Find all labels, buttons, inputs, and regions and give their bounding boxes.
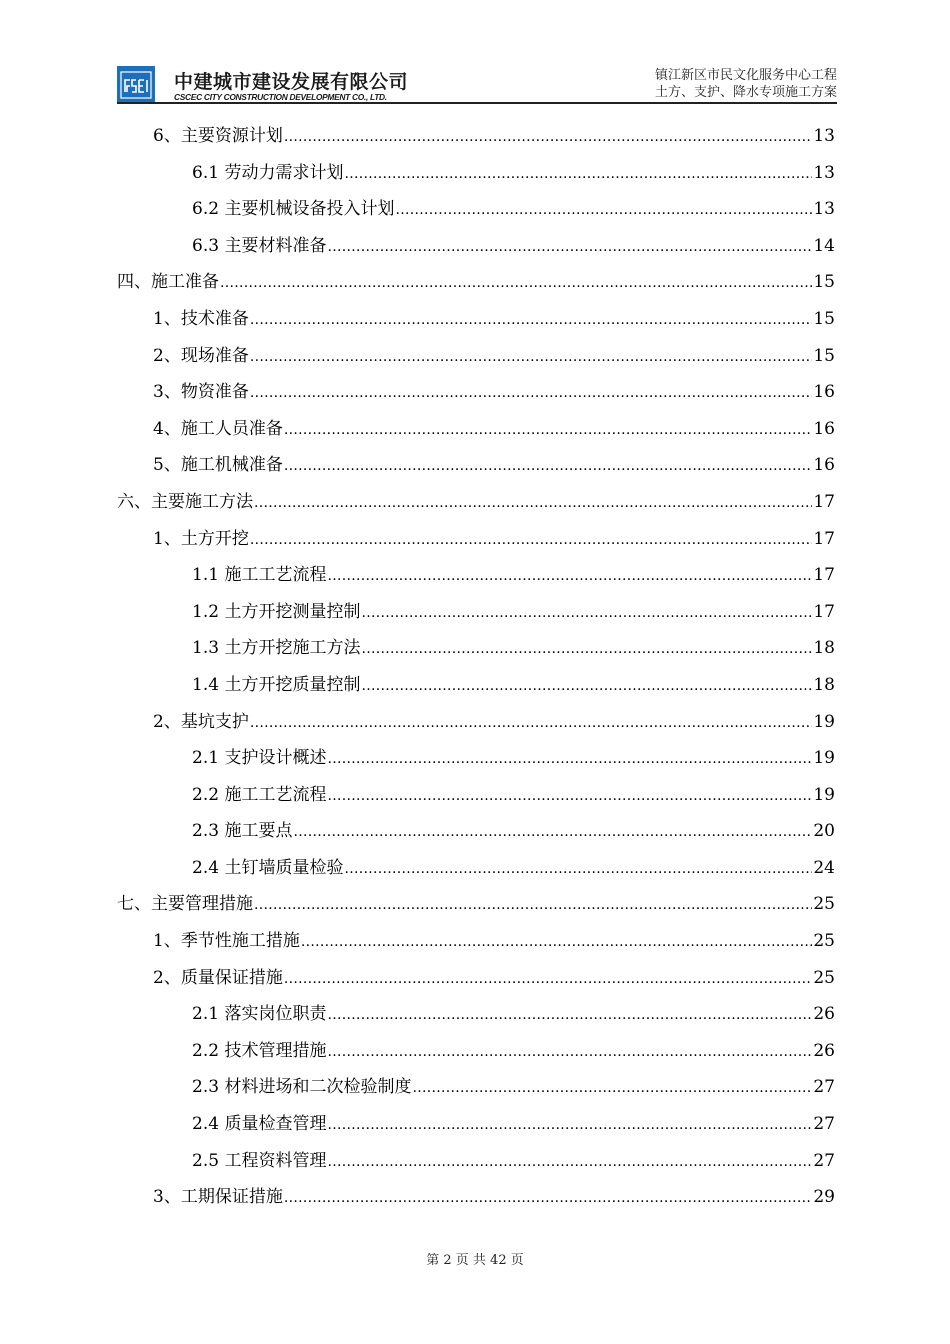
toc-dot-leader [412,1077,812,1097]
toc-entry-title: 1、土方开挖 [153,528,249,549]
toc-entry[interactable] [117,707,835,744]
toc-dot-leader [284,968,813,988]
toc-dot-leader [327,236,812,256]
toc-entry-page-number: 16 [813,418,835,439]
toc-entry-page-number: 13 [813,199,835,220]
toc-dot-leader [361,675,812,695]
toc-entry[interactable] [117,1146,835,1183]
toc-dot-leader [284,419,813,439]
toc-entry-page-number: 17 [813,491,835,512]
toc-entry[interactable] [117,450,835,487]
toc-entry[interactable] [117,414,835,451]
toc-entry[interactable] [117,121,835,158]
toc-entry[interactable] [117,487,835,524]
toc-entry-page-number: 25 [813,894,835,915]
toc-dot-leader [254,492,812,512]
page-footer: 第 2 页 共 42 页 [426,1253,524,1268]
toc-entry-title: 6、主要资源计划 [153,126,283,146]
toc-entry[interactable] [117,963,835,1000]
toc-entry-title: 6.3 主要材料准备 [192,235,327,256]
toc-entry-page-number: 15 [813,308,835,329]
toc-dot-leader [327,1151,812,1171]
toc-entry-page-number: 25 [813,931,835,952]
page-header [117,62,837,106]
toc-entry[interactable] [117,304,835,341]
toc-entry[interactable] [117,780,835,817]
toc-entry-title: 1、季节性施工措施 [153,931,300,952]
toc-entry-page-number: 13 [813,162,835,183]
toc-dot-leader [250,382,813,402]
toc-entry-title: 2.1 支护设计概述 [192,748,327,769]
toc-dot-leader [327,785,812,805]
toc-entry[interactable] [117,597,835,634]
toc-entry-page-number: 24 [813,857,835,878]
toc-dot-leader [250,309,813,329]
toc-entry-page-number: 27 [813,1150,835,1171]
toc-entry[interactable] [117,231,835,268]
toc-entry-title: 6.1 劳动力需求计划 [192,162,344,183]
toc-dot-leader [284,1187,813,1207]
toc-entry[interactable] [117,743,835,780]
toc-entry-page-number: 14 [813,235,835,256]
toc-entry-page-number: 17 [813,528,835,549]
toc-entry-title: 2、现场准备 [153,345,249,366]
toc-entry[interactable] [117,1182,835,1219]
toc-entry[interactable] [117,560,835,597]
header-divider [117,102,837,104]
toc-entry[interactable] [117,1072,835,1109]
toc-entry-page-number: 27 [813,1114,835,1135]
project-title-line1: 镇江新区市民文化服务中心工程 [654,68,837,83]
table-of-contents [117,121,835,1219]
project-title [655,67,837,101]
toc-entry-title: 1.3 土方开挖施工方法 [192,638,361,659]
toc-dot-leader [361,638,812,658]
company-name-en: CSCEC CITY CONSTRUCTION DEVELOPMENT CO., LTD. [174,92,387,102]
toc-entry-title: 1.1 施工工艺流程 [192,565,327,586]
toc-entry[interactable] [117,853,835,890]
toc-dot-leader [301,931,813,951]
toc-dot-leader [220,272,812,292]
toc-entry-page-number: 16 [813,455,835,476]
toc-entry-title: 1、技术准备 [153,308,249,329]
toc-entry-page-number: 17 [813,601,835,622]
toc-entry[interactable] [117,816,835,853]
toc-entry-page-number: 13 [813,126,835,146]
toc-entry-page-number: 17 [813,565,835,586]
toc-entry[interactable] [117,158,835,195]
toc-dot-leader [293,821,812,841]
toc-entry-page-number: 15 [813,272,835,293]
toc-entry-title: 2.3 施工要点 [192,821,293,842]
toc-entry-title: 6.2 主要机械设备投入计划 [192,199,395,220]
company-name-cn: 中建城市建设发展有限公司 [174,71,409,93]
toc-entry-title: 2.4 质量检查管理 [192,1114,327,1135]
toc-entry-title: 2.1 落实岗位职责 [192,1004,327,1025]
toc-entry[interactable] [117,1109,835,1146]
toc-entry-page-number: 18 [813,674,835,695]
toc-entry-page-number: 15 [813,345,835,366]
toc-dot-leader [284,126,813,146]
toc-entry-page-number: 18 [813,638,835,659]
cscec-logo-icon [117,66,155,104]
toc-entry-page-number: 29 [813,1187,835,1208]
toc-entry-page-number: 26 [813,1004,835,1025]
toc-entry[interactable] [117,524,835,561]
toc-dot-leader [344,858,812,878]
toc-entry-page-number: 19 [813,748,835,769]
toc-entry-page-number: 16 [813,382,835,403]
toc-entry[interactable] [117,1036,835,1073]
toc-dot-leader [327,1004,812,1024]
toc-dot-leader [327,1114,812,1134]
toc-entry-title: 2、质量保证措施 [153,967,283,988]
toc-entry[interactable] [117,633,835,670]
toc-entry-title: 六、主要施工方法 [117,491,253,512]
toc-entry-title: 2.4 土钉墙质量检验 [192,857,344,878]
toc-entry-page-number: 27 [813,1077,835,1098]
toc-dot-leader [250,712,813,732]
toc-dot-leader [361,602,812,622]
toc-entry[interactable] [117,926,835,963]
toc-entry-title: 2.3 材料进场和二次检验制度 [192,1077,412,1098]
toc-entry-title: 3、工期保证措施 [153,1187,283,1208]
toc-dot-leader [250,529,813,549]
toc-entry-title: 2、基坑支护 [153,711,249,732]
toc-entry-title: 七、主要管理措施 [117,894,253,915]
toc-entry-title: 2.5 工程资料管理 [192,1150,327,1171]
toc-entry-page-number: 19 [813,711,835,732]
toc-dot-leader [327,1041,812,1061]
toc-dot-leader [327,565,812,585]
toc-entry-page-number: 19 [813,784,835,805]
toc-entry[interactable] [117,670,835,707]
toc-entry[interactable] [117,999,835,1036]
toc-entry-title: 5、施工机械准备 [153,455,283,476]
toc-entry-title: 4、施工人员准备 [153,418,283,439]
toc-dot-leader [284,455,813,475]
toc-entry-title: 2.2 技术管理措施 [192,1040,327,1061]
toc-dot-leader [250,346,813,366]
toc-dot-leader [327,748,812,768]
toc-dot-leader [395,199,812,219]
toc-dot-leader [344,163,812,183]
toc-entry-title: 1.4 土方开挖质量控制 [192,674,361,695]
toc-entry-title: 3、物资准备 [153,382,249,403]
project-title-line2: 土方、支护、降水专项施工方案 [654,85,837,100]
toc-entry[interactable] [117,194,835,231]
toc-entry-title: 四、施工准备 [117,272,219,293]
toc-entry[interactable] [117,341,835,378]
toc-entry[interactable] [117,267,835,304]
toc-dot-leader [254,894,812,914]
toc-entry-page-number: 20 [813,821,835,842]
toc-entry-title: 2.2 施工工艺流程 [192,784,327,805]
toc-entry-page-number: 25 [813,967,835,988]
toc-entry[interactable] [117,889,835,926]
toc-entry[interactable] [117,377,835,414]
toc-entry-title: 1.2 土方开挖测量控制 [192,601,361,622]
toc-entry-page-number: 26 [813,1040,835,1061]
